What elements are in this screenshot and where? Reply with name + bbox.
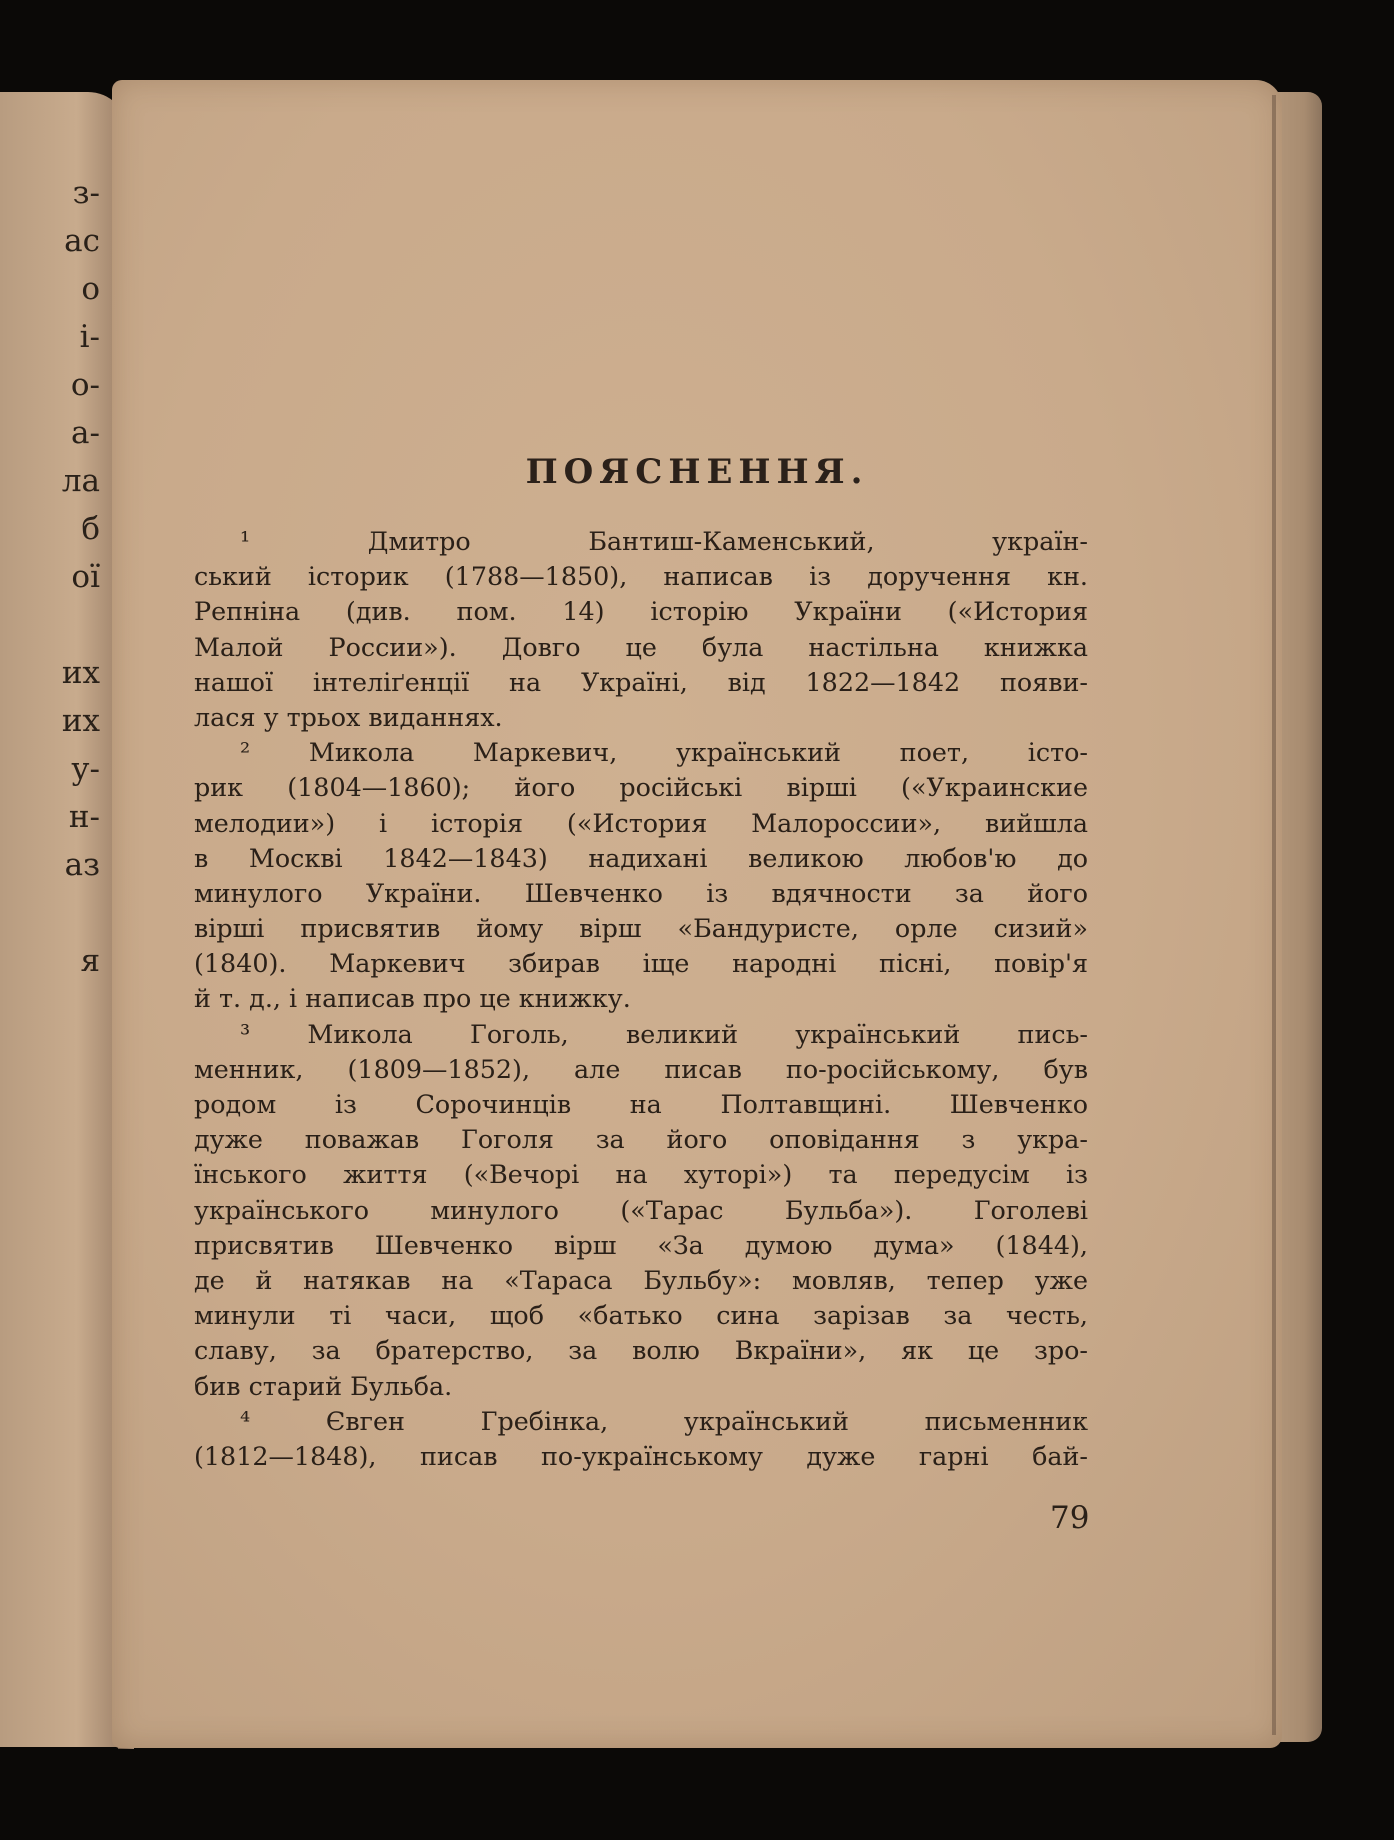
text-line: (1812—1848), писав по-українському дуже гарні бай- <box>194 1440 1088 1471</box>
text-line: менник, (1809—1852), але писав по-російському, був <box>194 1053 1088 1084</box>
left-page-fragment: ас <box>64 223 100 259</box>
text-line: ¹ Дмитро Бантиш-Каменський, україн- <box>240 526 1088 556</box>
text-line: Репніна (див. пом. 14) історію України («История <box>194 596 1088 627</box>
text-line: славу, за братерство, за волю Вкраїни», як це зро- <box>194 1335 1088 1366</box>
left-page-fragment: з- <box>72 175 100 211</box>
text-line: ² Микола Маркевич, український поет, істо- <box>240 737 1088 768</box>
text-line: нашої інтеліґенції на Україні, від 1822—1842 появи- <box>194 666 1088 697</box>
text-line: українського минулого («Тарас Бульба»). Гоголеві <box>194 1194 1088 1225</box>
text-line: бив старий Бульба. <box>194 1370 453 1401</box>
left-page-fragment: і- <box>79 319 100 355</box>
page-heading: ПОЯСНЕННЯ. <box>525 452 869 492</box>
left-page-fragment: их <box>61 655 100 691</box>
left-page-fragment: н- <box>68 799 100 835</box>
left-page-fragment: о- <box>70 367 100 403</box>
text-line: ³ Микола Гоголь, великий український пись- <box>240 1018 1088 1049</box>
text-line: де й натякав на «Тараса Бульбу»: мовляв, тепер уже <box>194 1264 1088 1295</box>
page-number: 79 <box>1050 1500 1090 1536</box>
text-line: й т. д., і написав про це книжку. <box>194 983 631 1014</box>
text-line: (1840). Маркевич збирав іще народні пісні, повір'я <box>194 948 1088 979</box>
left-page-fragment: а- <box>71 415 100 451</box>
text-line: вірші присвятив йому вірш «Бандуристе, орле сизий» <box>194 913 1088 944</box>
text-line: лася у трьох виданнях. <box>194 701 503 732</box>
text-line: ський історик (1788—1850), написав із доручення кн. <box>194 561 1088 592</box>
text-line: минулого України. Шевченко із вдячности за його <box>194 877 1088 908</box>
left-page-fragment: ла <box>61 463 100 499</box>
text-line: мелодии») і історія («История Малороссии», вийшла <box>194 807 1088 838</box>
left-page <box>0 92 128 1747</box>
notes-text <box>194 524 1088 1474</box>
left-page-fragment: б <box>81 511 100 547</box>
left-page-fragment: аз <box>64 847 100 883</box>
text-line: їнського життя («Вечорі на хуторі») та передусім із <box>194 1159 1088 1190</box>
left-page-fragment: я <box>80 943 100 979</box>
text-line: в Москві 1842—1843) надихані великою любов'ю до <box>194 842 1088 873</box>
text-line: родом із Сорочинців на Полтавщині. Шевченко <box>194 1089 1088 1119</box>
left-page-fragment: ої <box>71 559 100 595</box>
left-page-fragment: у- <box>71 751 100 787</box>
page-edge-line <box>1272 95 1276 1735</box>
text-line: Малой России»). Довго це була настільна книжка <box>194 631 1088 662</box>
left-page-fragment: о <box>81 271 100 307</box>
text-line: рик (1804—1860); його російські вірші («Украинские <box>194 772 1088 803</box>
left-page-fragment: их <box>61 703 100 739</box>
text-line: присвятив Шевченко вірш «За думою дума» (1844), <box>194 1229 1088 1260</box>
text-line: дуже поважав Гоголя за його оповідання з укра- <box>194 1124 1088 1155</box>
text-line: ⁴ Євген Гребінка, український письменник <box>240 1405 1088 1436</box>
text-line: минули ті часи, щоб «батько сина зарізав за честь, <box>194 1300 1088 1331</box>
